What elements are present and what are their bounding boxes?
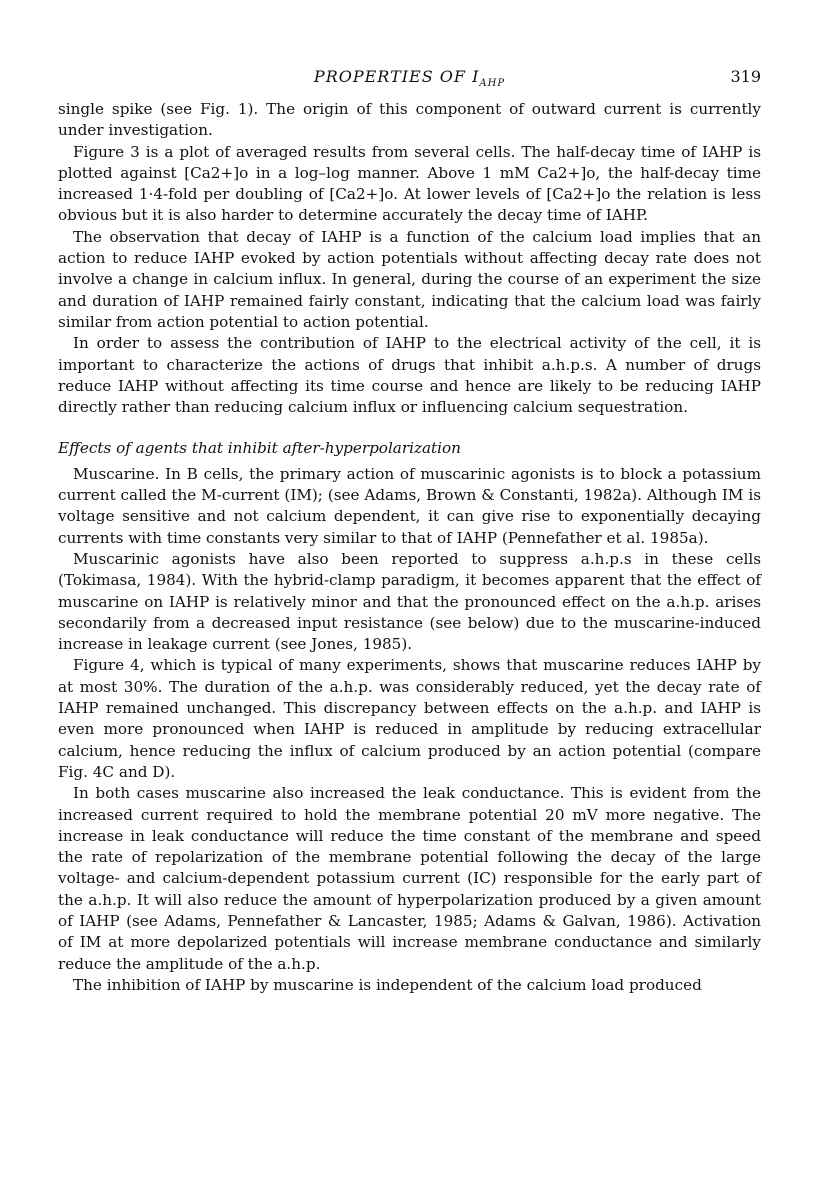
section-heading: Effects of agents that inhibit after-hyperpolarization <box>58 439 461 458</box>
page-number: 319 <box>730 67 761 86</box>
paragraph: In order to assess the contribution of IAHP to the electrical activity of the cell, it is important to characterize the actions of drugs that inhibit a.h.p.s. A number of drugs reduce IAHP without affecting its time course and hence are likely to be reducing IAHP directly rather than reducing calcium influx or influencing calcium sequestration. <box>58 334 761 417</box>
paragraph: The observation that decay of IAHP is a function of the calcium load implies that an action to reduce IAHP evoked by action potentials without affecting decay rate does not involve a change in calcium influx. In general, during the course of an experiment the size and duration of IAHP remained fairly constant, indicating that the calcium load was fairly similar from action potential to action potential. <box>58 227 761 331</box>
paragraph: Muscarine. In B cells, the primary action of muscarinic agonists is to block a potassium current called the M-current (IM); (see Adams, Brown & Constanti, 1982a). Although IM is voltage sensitive and not calcium dependent, it can give rise to exponentially decaying currents with time constants very similar to that of IAHP (Pennefather et al. 1985a). <box>58 464 761 547</box>
paragraph: Muscarinic agonists have also been reported to suppress a.h.p.s in these cells (Tokimasa, 1984). With the hybrid-clamp paradigm, it becomes apparent that the effect of muscarine on IAHP is relatively minor and that the pronounced effect on the a.h.p. arises secondarily from a decreased input resistance (see below) due to the muscarine-induced increase in leakage current (see Jones, 1985). <box>58 549 761 654</box>
paragraph: single spike (see Fig. 1). The origin of this component of outward current is currently under investigation. <box>58 100 761 140</box>
paragraph: The inhibition of IAHP by muscarine is independent of the calcium load produced <box>73 975 702 994</box>
running-title-subscript: AHP <box>479 78 506 89</box>
running-title <box>58 67 761 89</box>
running-title-text: PROPERTIES OF I <box>313 67 480 86</box>
paragraph: Figure 4, which is typical of many experiments, shows that muscarine reduces IAHP by at most 30%. The duration of the a.h.p. was considerably reduced, yet the decay rate of IAHP remained unchanged. This discrepancy between effects on the a.h.p. and IAHP is even more pronounced when IAHP is reduced in amplitude by reducing extracellular calcium, hence reducing the influx of calcium produced by an action potential (compare Fig. 4C and D). <box>58 656 761 781</box>
body-text <box>58 99 761 996</box>
running-header <box>58 67 761 93</box>
paragraph: Figure 3 is a plot of averaged results from several cells. The half-decay time of IAHP is plotted against [Ca2+]o in a log–log manner. Above 1 mM Ca2+]o, the half-decay time increased 1·4-fold per doubling of [Ca2+]o. At lower levels of [Ca2+]o the relation is less obvious but it is also harder to determine accurately the decay time of IAHP. <box>58 142 761 225</box>
paragraph: In both cases muscarine also increased the leak conductance. This is evident from the increased current required to hold the membrane potential 20 mV more negative. The increase in leak conductance will reduce the time constant of the membrane and speed the rate of repolarization of the membrane potential following the decay of the large voltage- and calcium-dependent potassium current (IC) responsible for the early part of the a.h.p. It will also reduce the amount of hyperpolarization produced by a given amount of IAHP (see Adams, Pennefather & Lancaster, 1985; Adams & Galvan, 1986). Activation of IM at more depolarized potentials will increase membrane conductance and similarly reduce the amplitude of the a.h.p. <box>58 784 761 973</box>
